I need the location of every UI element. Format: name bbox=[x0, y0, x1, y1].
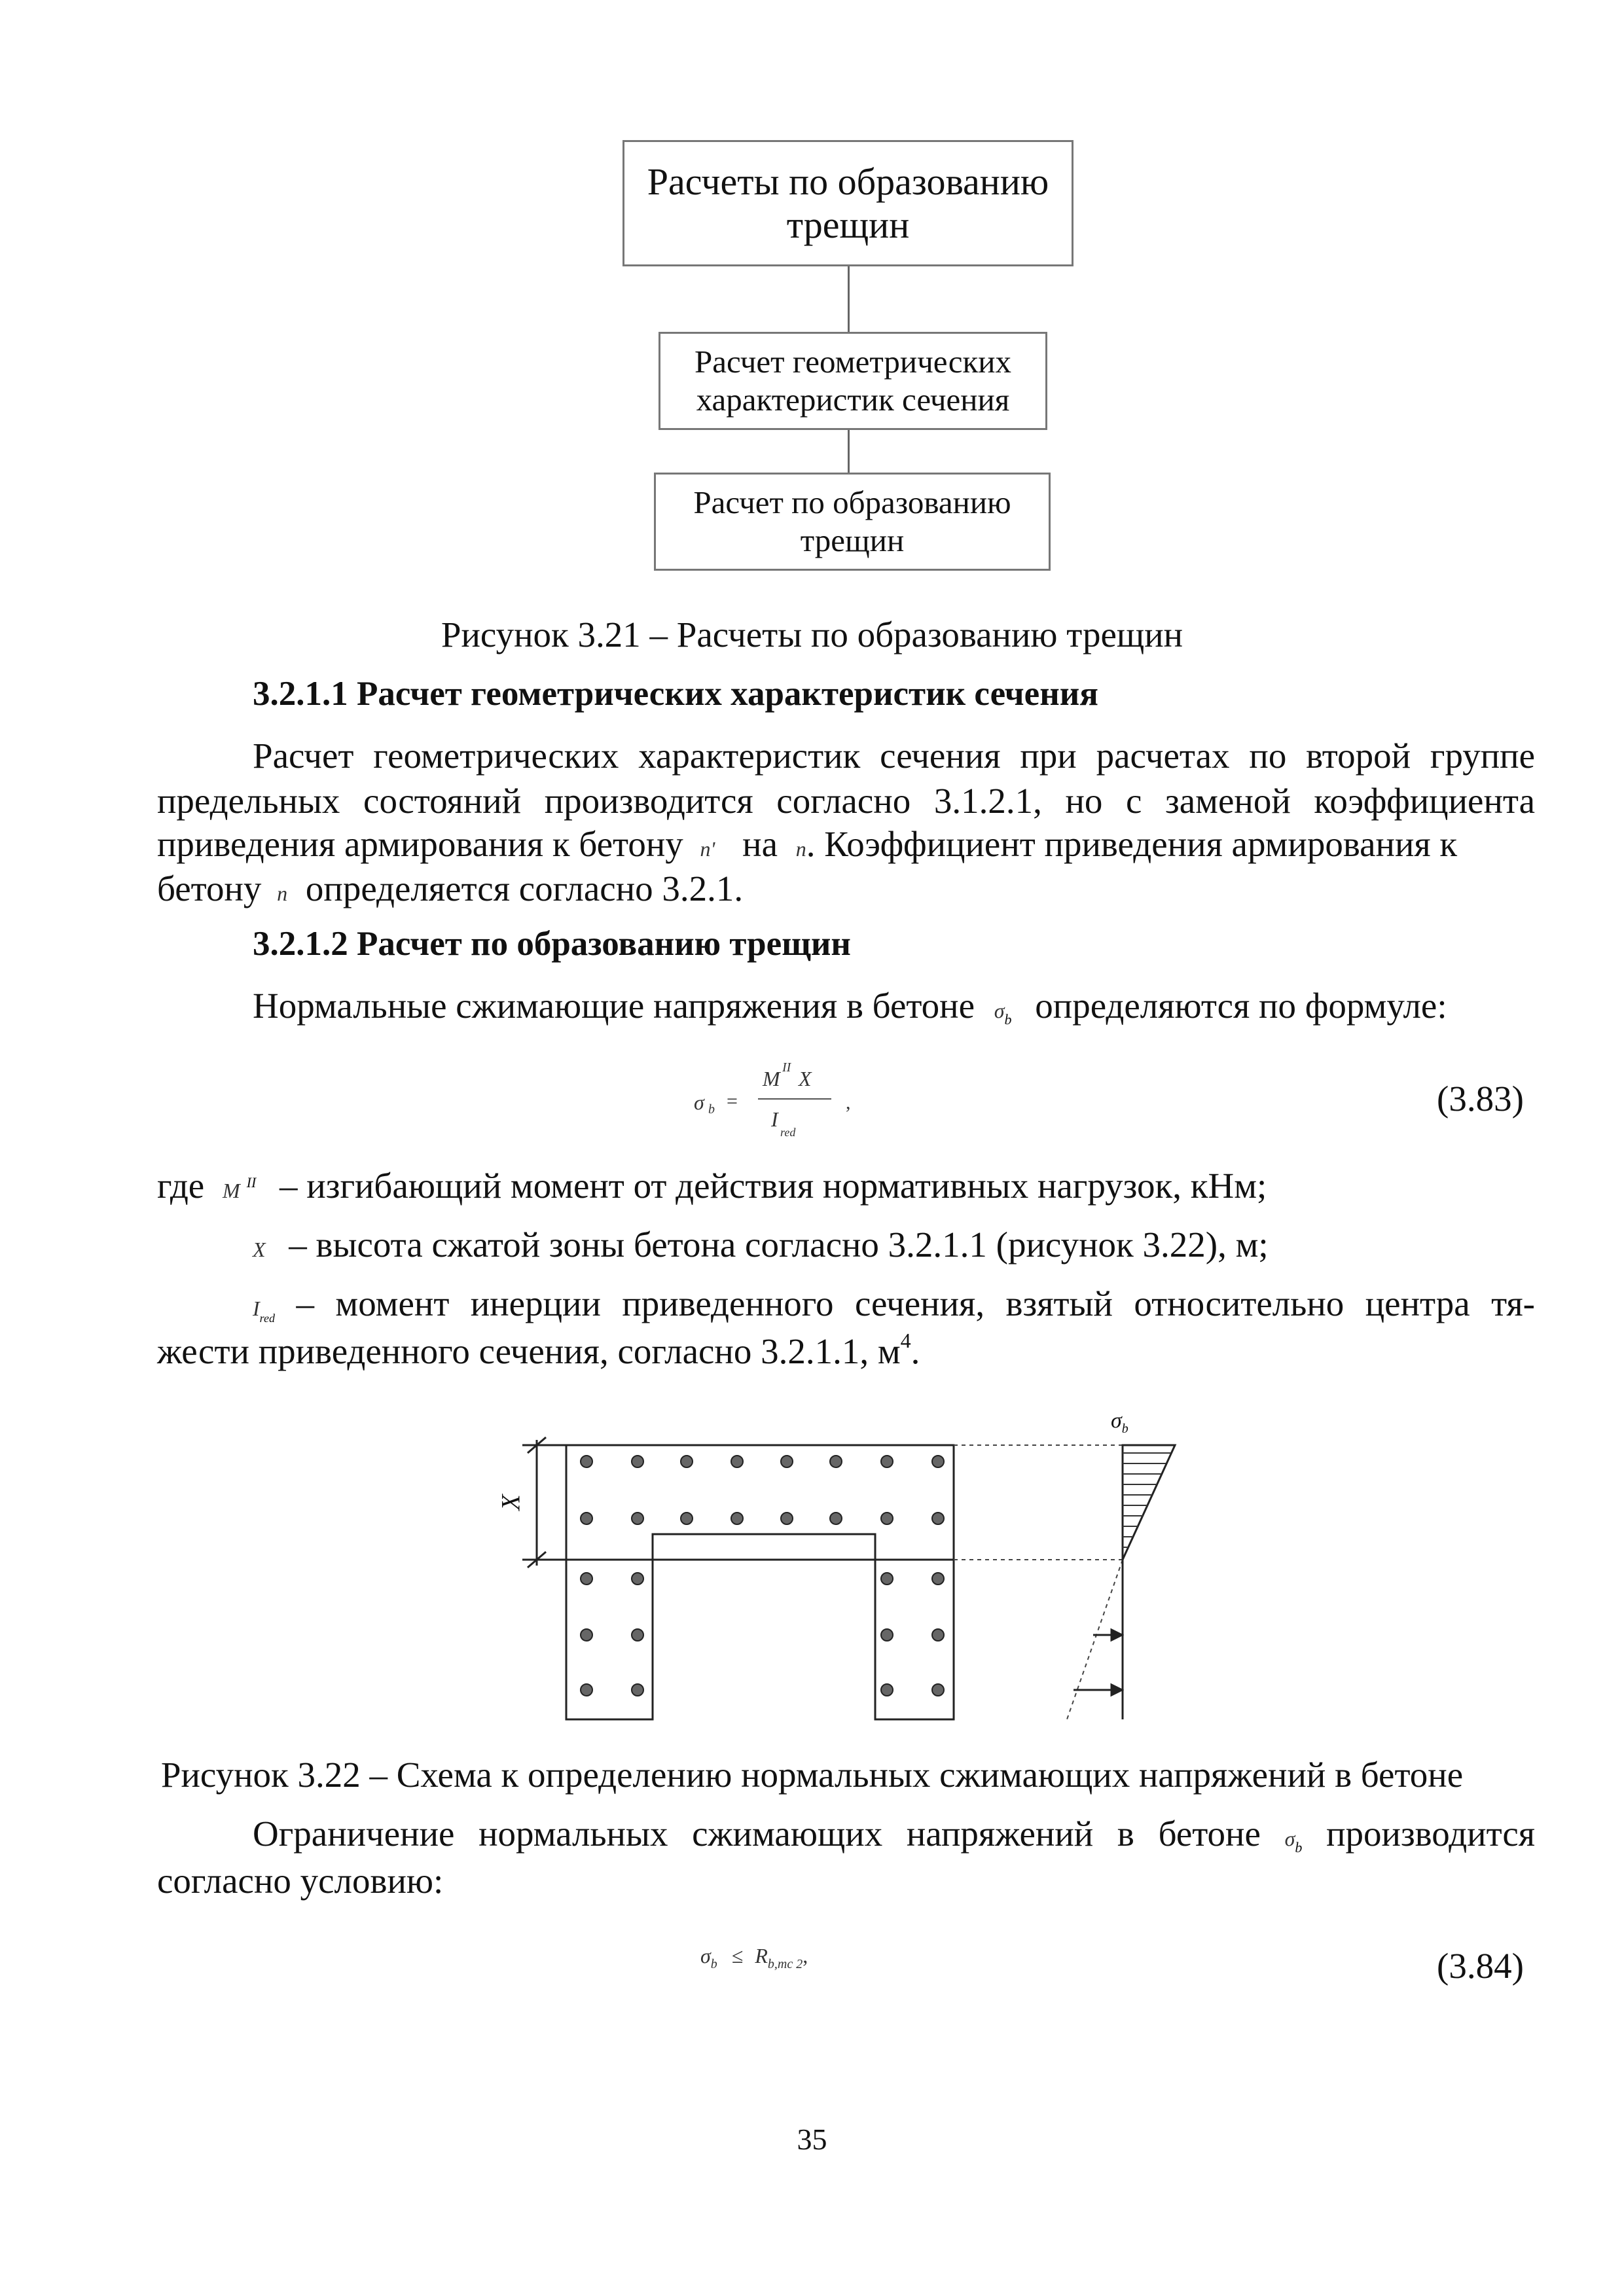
rebar bbox=[632, 1573, 643, 1585]
page-number: 35 bbox=[797, 2123, 827, 2156]
text: приведения армирования к бетону bbox=[157, 824, 683, 864]
rebar bbox=[681, 1456, 693, 1467]
text: на bbox=[742, 824, 778, 864]
flowchart-box-crack-calculations: Расчеты по образованию трещин bbox=[623, 140, 1074, 266]
symbol-sub-b: b bbox=[1004, 1011, 1012, 1028]
figure-3-22-caption: Рисунок 3.22 – Схема к определению нормальных сжимающих напряжений в бетоне bbox=[160, 1755, 1464, 1795]
rebar bbox=[881, 1456, 893, 1467]
eq-num-X: X bbox=[799, 1067, 812, 1090]
symbol-sigma: σ bbox=[1284, 1827, 1295, 1850]
eq-comma: , bbox=[846, 1092, 851, 1113]
rebar bbox=[632, 1684, 643, 1696]
text: Ограничение нормальных сжимающих напряжений в бетоне bbox=[253, 1814, 1261, 1854]
rebar bbox=[781, 1456, 793, 1467]
flowchart-box-crack-formation: Расчет по образованию трещин bbox=[654, 473, 1051, 571]
rebar bbox=[881, 1573, 893, 1585]
eq-comma: , bbox=[803, 1944, 808, 1967]
rebar bbox=[581, 1629, 592, 1641]
eq-rhs-sub: b,mc 2 bbox=[767, 1957, 803, 1971]
equation-number-3-83: (3.83) bbox=[1437, 1079, 1524, 1119]
section-3-2-1-1-heading: 3.2.1.1 Расчет геометрических характеристик сечения bbox=[253, 675, 1098, 713]
rebar bbox=[932, 1684, 944, 1696]
text: . bbox=[911, 1331, 920, 1371]
eq-den-I: I bbox=[771, 1107, 778, 1131]
eq-num-sup: II bbox=[782, 1060, 791, 1075]
text: определяется согласно 3.2.1. bbox=[305, 869, 744, 908]
sigma: σ bbox=[1111, 1408, 1122, 1433]
rebar-dots bbox=[581, 1456, 944, 1696]
symbol-n: n bbox=[795, 837, 806, 861]
rebar bbox=[932, 1573, 944, 1585]
arrow-head bbox=[1111, 1630, 1122, 1640]
rebar bbox=[632, 1629, 643, 1641]
rebar bbox=[681, 1513, 693, 1524]
figure-3-21-caption: Рисунок 3.21 – Расчеты по образованию трещин bbox=[441, 615, 1183, 655]
rebar bbox=[881, 1513, 893, 1524]
text: Нормальные сжимающие напряжения в бетоне bbox=[253, 986, 975, 1026]
sigma-sub: b bbox=[1121, 1422, 1128, 1436]
rebar bbox=[932, 1513, 944, 1524]
symbol-sigma: σ bbox=[994, 999, 1005, 1022]
rebar bbox=[632, 1456, 643, 1467]
text: – изгибающий момент от действия нормативных нагрузок, кНм; bbox=[280, 1166, 1267, 1206]
rebar bbox=[881, 1684, 893, 1696]
symbol-I-sub: red bbox=[259, 1312, 275, 1325]
symbol-I: I bbox=[253, 1297, 260, 1320]
equation-number-3-84: (3.84) bbox=[1437, 1946, 1524, 1986]
symbol-sigma-sub: b bbox=[1295, 1839, 1303, 1856]
text: бетону bbox=[157, 869, 262, 908]
limit-line-1 bbox=[253, 1813, 1535, 1856]
text: где bbox=[157, 1166, 205, 1206]
text: . Коэффициент приведения армирования к bbox=[806, 824, 1458, 864]
label-sigma-b bbox=[1111, 1408, 1128, 1437]
text: определяются по формуле: bbox=[1035, 986, 1447, 1026]
text: производится bbox=[1326, 1814, 1536, 1854]
symbol-X: X bbox=[253, 1238, 266, 1261]
eq-num-M: M bbox=[763, 1067, 780, 1090]
section-3-2-1-2-heading: 3.2.1.2 Расчет по образованию трещин bbox=[253, 925, 851, 963]
text: – высота сжатой зоны бетона согласно 3.2.1.1 (рисунок 3.22), м; bbox=[289, 1225, 1269, 1265]
superscript-4: 4 bbox=[900, 1329, 911, 1352]
rebar bbox=[830, 1456, 842, 1467]
symbol-n-prime: n' bbox=[700, 837, 715, 861]
eq-den-sub: red bbox=[780, 1126, 796, 1139]
rebar bbox=[632, 1513, 643, 1524]
eq-rhs: R bbox=[755, 1944, 768, 1967]
text: – момент инерции приведенного сечения, взятый относительно центра тя- bbox=[296, 1283, 1535, 1323]
text: предельных состояний производится согласно 3.1.2.1, но с заменой коэффициента bbox=[157, 781, 1535, 821]
text: жести приведенного сечения, согласно 3.2.1.1, м bbox=[157, 1331, 901, 1371]
eq-op: ≤ bbox=[731, 1944, 744, 1967]
rebar bbox=[581, 1573, 592, 1585]
eq-lhs-sub: b bbox=[710, 1957, 717, 1971]
symbol-n: n bbox=[277, 882, 288, 905]
rebar bbox=[932, 1629, 944, 1641]
limit-line-2: согласно условию: bbox=[157, 1861, 444, 1901]
rebar bbox=[581, 1456, 592, 1467]
label-X: X bbox=[496, 1494, 526, 1511]
symbol-M-sup: II bbox=[246, 1174, 257, 1191]
rebar bbox=[581, 1513, 592, 1524]
rebar bbox=[781, 1513, 793, 1524]
eq-lhs-sub: b bbox=[708, 1102, 715, 1117]
rebar bbox=[731, 1456, 743, 1467]
text: Расчет геометрических характеристик сечения при расчетах по второй группе bbox=[253, 736, 1535, 776]
rebar bbox=[581, 1684, 592, 1696]
rebar bbox=[731, 1513, 743, 1524]
rebar bbox=[881, 1629, 893, 1641]
rebar bbox=[830, 1513, 842, 1524]
stress-triangle bbox=[1123, 1445, 1175, 1560]
arrow-head bbox=[1111, 1685, 1122, 1695]
eq-equals: = bbox=[727, 1090, 738, 1112]
equation-3-84 bbox=[700, 1944, 808, 1972]
rebar bbox=[932, 1456, 944, 1467]
flowchart-box-geometric-characteristics: Расчет геометрических характеристик сечения bbox=[659, 332, 1047, 430]
symbol-M: M bbox=[222, 1179, 240, 1202]
eq-lhs-sigma: σ bbox=[694, 1090, 704, 1114]
eq-lhs: σ bbox=[700, 1944, 711, 1967]
sigma-group bbox=[1285, 1814, 1303, 1854]
section-outline bbox=[566, 1445, 954, 1719]
